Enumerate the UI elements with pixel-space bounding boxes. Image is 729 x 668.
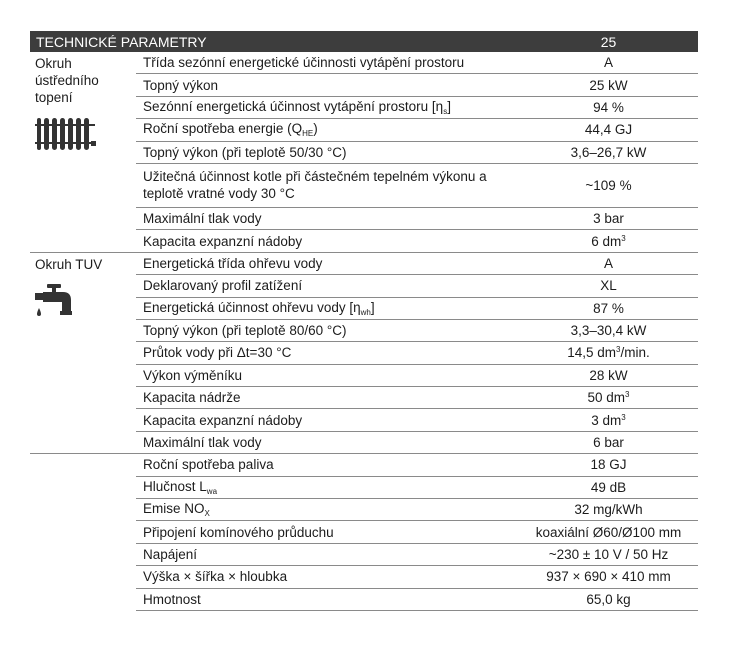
parameter-name: Výkon výměníku bbox=[136, 364, 519, 386]
parameter-value: A bbox=[519, 252, 698, 274]
parameter-value: 3,3–30,4 kW bbox=[519, 319, 698, 341]
parameter-name: Hmotnost bbox=[136, 588, 519, 610]
parameter-value: 3 bar bbox=[519, 207, 698, 229]
radiator-icon bbox=[35, 115, 131, 157]
parameter-name: Průtok vody při Δt=30 °C bbox=[136, 342, 519, 364]
parameter-name: Připojení komínového průduchu bbox=[136, 521, 519, 543]
parameter-name: Maximální tlak vody bbox=[136, 431, 519, 453]
table-title: TECHNICKÉ PARAMETRY bbox=[30, 31, 519, 52]
parameter-name: Výška × šířka × hloubka bbox=[136, 566, 519, 588]
table-row bbox=[30, 252, 698, 274]
faucet-icon bbox=[35, 282, 131, 326]
parameter-value: 94 % bbox=[519, 96, 698, 118]
parameter-value: 18 GJ bbox=[519, 454, 698, 476]
parameter-value: 32 mg/kWh bbox=[519, 499, 698, 521]
parameter-name: Roční spotřeba energie $(Q_{HE})$ bbox=[136, 119, 519, 141]
parameter-value: ~230 ± 10 V / 50 Hz bbox=[519, 543, 698, 565]
table-row bbox=[30, 52, 698, 74]
table-header bbox=[30, 31, 698, 52]
parameter-name: Deklarovaný profil zatížení bbox=[136, 275, 519, 297]
parameter-value: 3,6–26,7 kW bbox=[519, 141, 698, 163]
parameter-value: 3 $dm^3$ bbox=[519, 409, 698, 431]
parameter-name: Topný výkon bbox=[136, 74, 519, 96]
section-label-cell bbox=[30, 52, 136, 252]
parameter-name: Hlučnost $L_{wa}$ bbox=[136, 476, 519, 498]
parameter-name: Emise $NO_X$ bbox=[136, 499, 519, 521]
parameter-value: 14,5 $dm^3/\min$. bbox=[519, 342, 698, 364]
section-label: Okruh ústředního topení bbox=[35, 56, 99, 105]
parameter-value: 49 dB bbox=[519, 476, 698, 498]
parameter-value: 937 × 690 × 410 mm bbox=[519, 566, 698, 588]
parameter-value: 87 % bbox=[519, 297, 698, 319]
table-row bbox=[30, 454, 698, 476]
model-column-header: 25 bbox=[519, 31, 698, 52]
parameter-name: Kapacita expanzní nádoby bbox=[136, 230, 519, 252]
parameter-name: Kapacita nádrže bbox=[136, 387, 519, 409]
parameter-value: XL bbox=[519, 275, 698, 297]
parameter-name: Napájení bbox=[136, 543, 519, 565]
parameter-name: Topný výkon (při teplotě 80/60 °C) bbox=[136, 319, 519, 341]
parameter-value: 6 $dm^3$ bbox=[519, 230, 698, 252]
parameter-value: 65,0 kg bbox=[519, 588, 698, 610]
parameter-name: Topný výkon (při teplotě 50/30 °C) bbox=[136, 141, 519, 163]
section-label: Okruh TUV bbox=[35, 256, 103, 272]
parameter-name: Maximální tlak vody bbox=[136, 207, 519, 229]
parameter-value: 50 $dm^3$ bbox=[519, 387, 698, 409]
section-label-cell bbox=[30, 252, 136, 454]
technical-parameters-table bbox=[30, 31, 698, 611]
parameter-value: ~109 % bbox=[519, 163, 698, 207]
parameter-value: 25 kW bbox=[519, 74, 698, 96]
parameter-name: Užitečná účinnost kotle při částečném tepelném výkonu a teplotě vratné vody 30 °C bbox=[136, 163, 519, 207]
parameter-name: Kapacita expanzní nádoby bbox=[136, 409, 519, 431]
parameter-value: 44,4 GJ bbox=[519, 119, 698, 141]
section-blank-cell bbox=[30, 454, 136, 611]
parameter-value: 28 kW bbox=[519, 364, 698, 386]
parameter-name: Sezónní energetická účinnost vytápění prostoru $[\eta_s]$ bbox=[136, 96, 519, 118]
parameter-name: Energetická třída ohřevu vody bbox=[136, 252, 519, 274]
parameter-name: Třída sezónní energetické účinnosti vytápění prostoru bbox=[136, 52, 519, 74]
parameter-value: koaxiální Ø60/Ø100 mm bbox=[519, 521, 698, 543]
parameter-value: 6 bar bbox=[519, 431, 698, 453]
parameter-name: Roční spotřeba paliva bbox=[136, 454, 519, 476]
parameter-name: Energetická účinnost ohřevu vody $[\eta_{wh}]$ bbox=[136, 297, 519, 319]
parameter-value: A bbox=[519, 52, 698, 74]
